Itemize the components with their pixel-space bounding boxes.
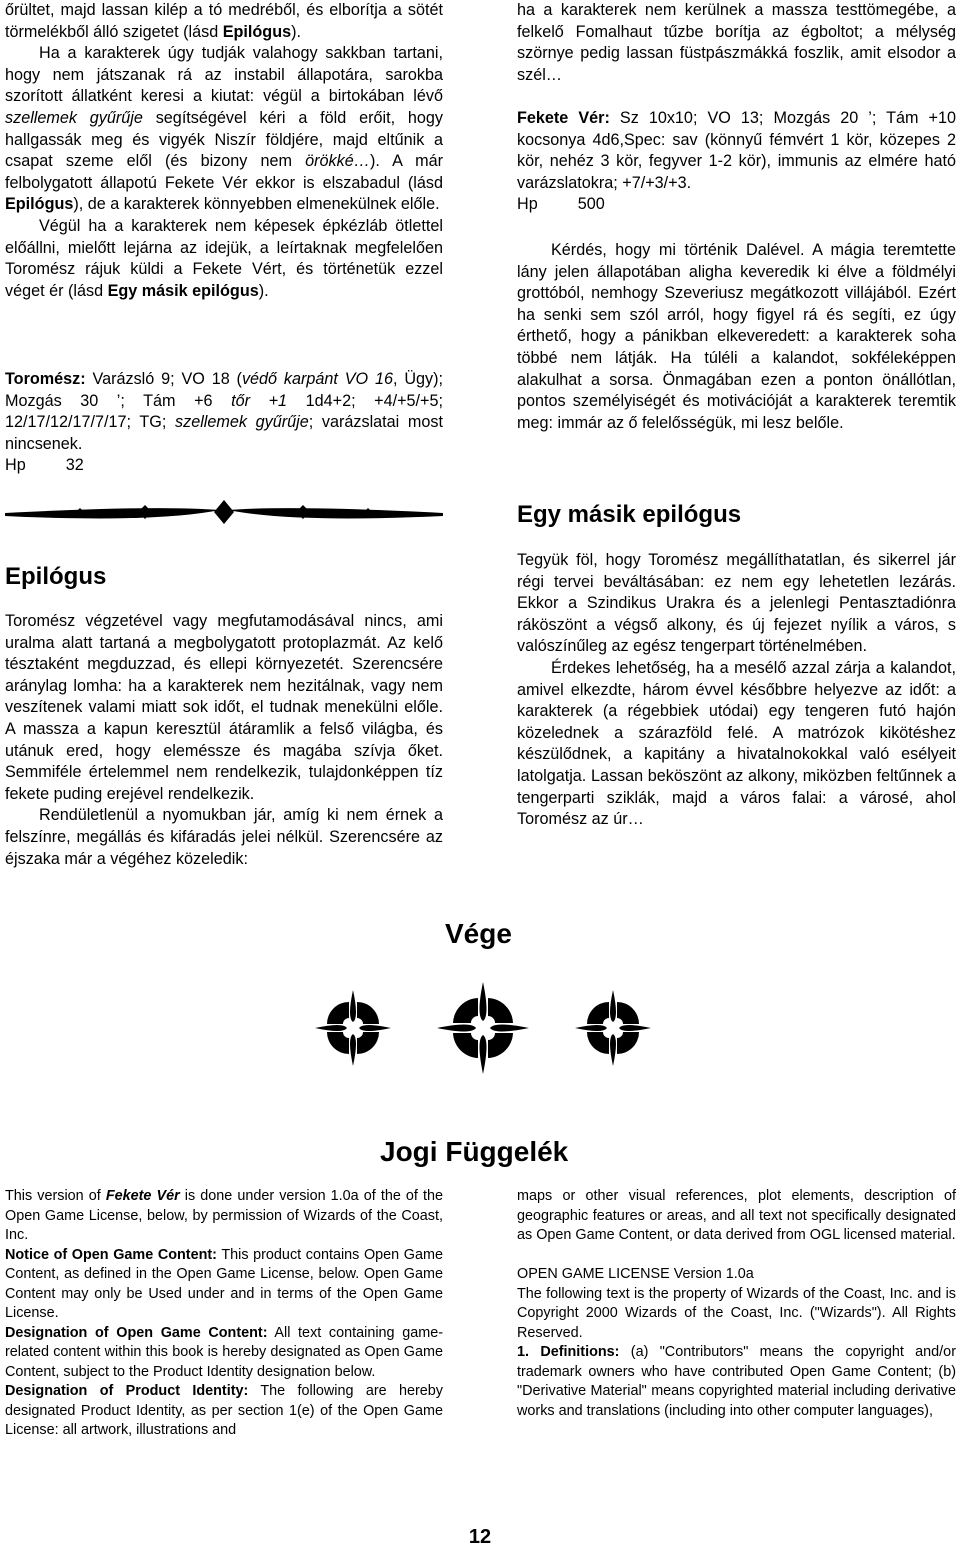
paragraph: Rendületlenül a nyomukban jár, amíg ki nem érnek a felszínre, megállás és kifáradás jelei nélkül. Szerencsére az éjszaka már a végéhez közeledik: [5,806,443,868]
page-number: 12 [468,1526,492,1548]
stat-block-toromesz: Toromész: Varázsló 9; VO 18 (védő karpánt VO 16, Ügy); Mozgás 30 ’; Tám +6 tőr +1 1d4+2; +4/+5/+5; 12/17/12/17/7/17; TG; szellemek gyűrűje; varázslatai most nincsenek. Hp 32 [5,369,443,477]
end-ornament [313,978,653,1078]
paragraph: őrültet, majd lassan kilép a tó medréből, és elborítja a sötét törmelékből álló szigetet (lásd Epilógus). [5,1,443,41]
paragraph: Kérdés, hogy mi történik Dalével. A mágia teremtette lány jelen állapotában aligha keveredik ki élve a földmélyi grottóból, nemhogy Szeveriusz megátkozott villájából. Ezért ha senki sem szól arról, hogy figyel rá és segíti, ez úgy érthető, hogy a pánikban elkeveredett: a karakterek soha többé nem látják. Ha túléli a kalandot, sokféleképpen alakulhat a sorsa. Önmagában ezen a ponton önállótlan, pontos személyiségét és motivációját a karakterek teremtik meg: immár az ő felelősségük, mi lesz belőle. [517,241,956,432]
ogl-spacer [517,1246,956,1266]
ogl-paragraph: Designation of Open Game Content: All text containing game-related content within this book is hereby designated as Open Game Content, subject to the Product Identity designation below. [5,1324,443,1380]
paragraph: Érdekes lehetőség, ha a mesélő azzal zárja a kalandot, amivel elkezdte, három évvel későbbre helyezve az időt: a karakterek (a régebbiek utódai) egy tengeren futó hajón közelednek a szárazföld felé. A matrózok kikötéshez készülődnek, a kapitány a hivatalnokokkal való esélyeit latolgatja. Lassan beköszönt az alkony, miközben feltűnnek a tengerparti sziklák, majd a város falai: a városé, ahol Toromész az úr… [517,658,956,829]
paragraph: Végül ha a karakterek nem képesek épkézláb ötlettel előállni, mielőtt lejárna az idejük, a leírtaknak megfelelően Toromész rájuk küldi a Fekete Vért, és történetük ezzel véget ér (lásd Egy másik epilógus). [5,216,443,300]
left-column [5,0,443,302]
ogl-paragraph: Notice of Open Game Content: This product contains Open Game Content, as defined in the Open Game License, below. Open Game Content may only be Used under and in terms of the Open Game License. [5,1246,443,1321]
ogl-right-column [517,1187,956,1421]
ogl-paragraph: 1. Definitions: (a) "Contributors" means the copyright and/or trademark owners who have contributed Open Game Content; (b) "Derivative Material" means copyrighted material including derivative works and translations (including into other computer languages), [517,1344,956,1419]
ogl-license-title: OPEN GAME LICENSE Version 1.0a [517,1266,754,1282]
heading-epilogus: Epilógus [5,563,107,590]
ogl-paragraph: The following text is the property of Wizards of the Coast, Inc. and is Copyright 2000 Wizards of the Coast, Inc. ("Wizards"). All Rights Reserved. [517,1285,956,1341]
ogl-paragraph: Designation of Product Identity: The following are hereby designated Product Identity, as per section 1(e) of the Open Game License: all artwork, illustrations and [5,1383,443,1438]
paragraph: Tegyük föl, hogy Toromész megállíthatatlan, és sikerrel jár régi tervei beváltásában: ez nem egy lehetetlen lezárás. Ekkor a Szindikus Urakra és a jelenlegi Pentasztadiónra ráköszönt a végső alkony, és új fejezet nyílik a város, s valószínűleg az egész tengerpart történelmében. [517,551,956,656]
ogl-paragraph: maps or other visual references, plot elements, description of geographic features or areas, and all text not specifically designated as Open Game Content, or data derived from OGL licensed material. [517,1188,956,1243]
stat-block-fekete-ver: Fekete Vér: Sz 10x10; VO 13; Mozgás 20 ’; Tám +10 kocsonya 4d6,Spec: sav (könnyű fémvért 1 kör, közepes 2 kör, nehéz 3 kör, fegyver 1-2 kör), immunis az elmére ható varázslatokra; +7/+3/+3. Hp 500 [517,108,956,216]
stat-name: Toromész: [5,370,86,388]
epilogue-text [5,611,443,870]
divider-ornament [5,488,443,538]
heading-vege: Vége [445,918,512,949]
hit-points: Hp 32 [5,456,84,475]
hit-points: Hp 500 [517,195,605,214]
paragraph: Ha a karakterek úgy tudják valahogy sakkban tartani, hogy nem játszanak rá az instabil állapotára, sarokba szorított állatként keresi a kiutat: végül a birtokában lévő szellemek gyűrűje segítségével kéri a föld erőit, hogy hallgassák meg és vigyék Niszír földjére, majd eltűnik a csapat szeme elől (és bizony nem örökké…). A már felbolygatott állapotú Fekete Vér ekkor is elszabadul (lásd Epilógus), de a karakterek könnyebben elmenekülnek előle. [5,44,443,214]
ogl-paragraph: This version of Fekete Vér is done under version 1.0a of the of the Open Game License, below, by permission of Wizards of the Coast, Inc. [5,1188,443,1243]
dale-text [517,240,956,434]
heading-jogi-fuggelek: Jogi Függelék [380,1136,569,1167]
ogl-left-column [5,1187,443,1441]
other-epilogue-text [517,550,956,831]
right-column [517,0,956,86]
paragraph: Toromész végzetével vagy megfutamodásával nincs, ami uralma alatt tartaná a megbolygatott protoplazmát. Az kelő tésztaként megduzzad, és ellepi környezetét. Szerencsére aránylag lomha: ha a karakterek nem hezitálnak, vagy nem veszítenek valami miatt sok időt, el tudnak menekülni előle. A massza a kapun keresztül átáramlik a felső világba, és utánuk ered, hogy eleméssze és magába szívja őket. Semmiféle értelemmel nem rendelkezik, tulajdonképpen tíz fekete puding erejével rendelkezik. [5,612,443,803]
stat-name: Fekete Vér: [517,109,610,127]
paragraph: ha a karakterek nem kerülnek a massza testtömegébe, a felkelő Fomalhaut tűzbe borítja az égboltot; a mélység szörnye pedig lassan füstpászmákká foszlik, amit elsodor a szél… [517,1,956,84]
heading-egy-masik-epilogus: Egy másik epilógus [517,501,742,528]
